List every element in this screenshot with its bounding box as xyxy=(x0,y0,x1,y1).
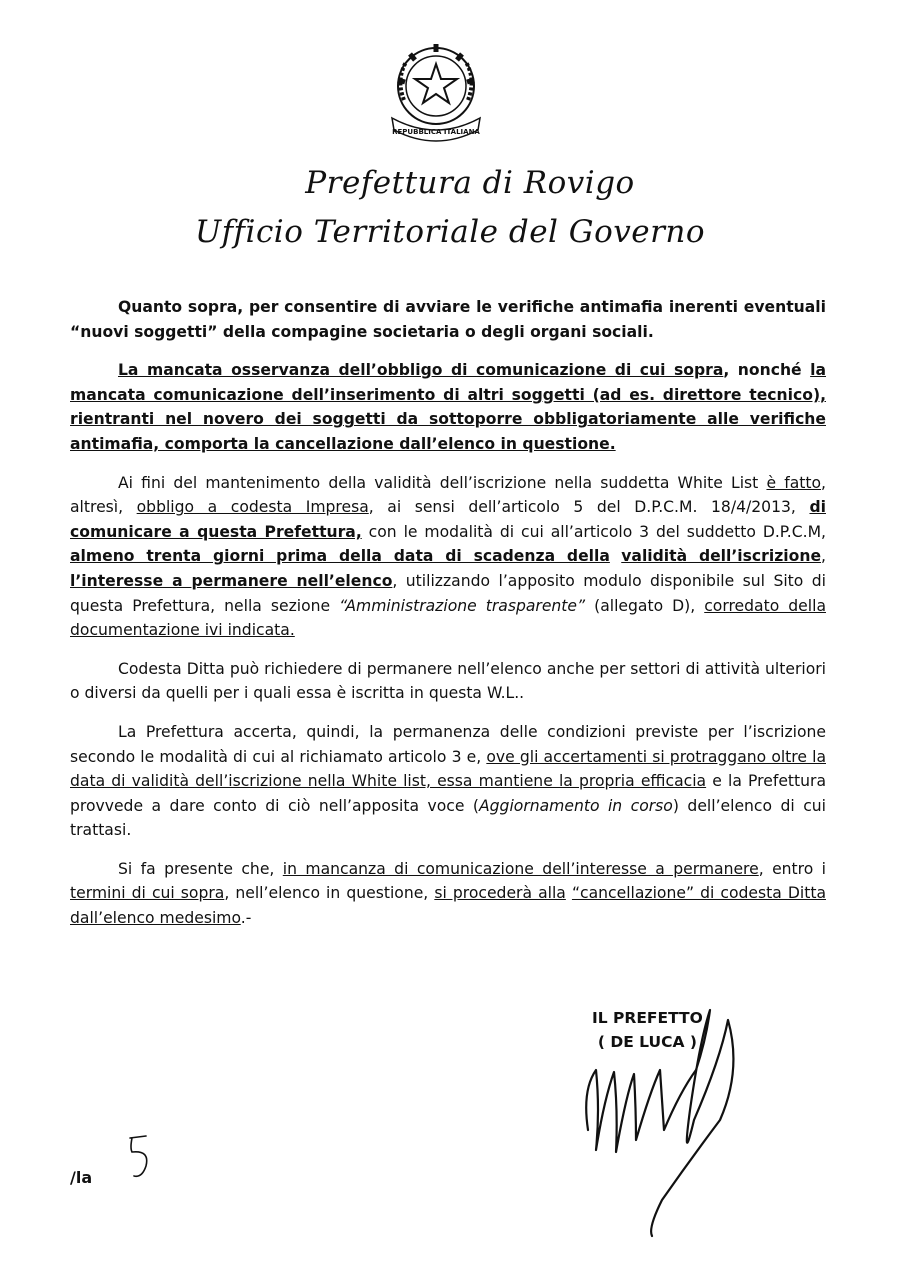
paragraph-4: Codesta Ditta può richiedere di permanere nell’elenco anche per settori di attività ulteriori o diversi da quelli per i quali essa è iscritta in questa W.L.. xyxy=(70,659,826,703)
header-prefettura: Prefettura di Rovigo xyxy=(305,165,635,201)
paragraph-6: Si fa presente che, in mancanza di comunicazione dell’interesse a permanere, entro i termini di cui sopra, nell’elenco in questione, si procederà alla “cancellazione” di codesta Ditta dall’elenco medesimo.- xyxy=(70,859,827,928)
signatory-title: IL PREFETTO xyxy=(592,1009,703,1027)
repubblica-italiana-emblem-icon xyxy=(382,40,490,148)
signatory-name: ( DE LUCA ) xyxy=(597,1033,697,1051)
handwritten-page-mark xyxy=(120,1132,160,1182)
letter-body xyxy=(70,295,826,945)
paragraph-5: La Prefettura accerta, quindi, la permanenza delle condizioni previste per l’iscrizione secondo le modalità di cui al richiamato articolo 3 e, ove gli accertamenti si protraggano oltre la data di validità dell’iscrizione nella White list, essa mantiene la propria efficacia e la Prefettura provvede a dare conto di ciò nell’apposita voce (Aggiornamento in corso) dell’elenco di cui trattasi. xyxy=(70,722,827,840)
signature-block xyxy=(592,1006,703,1054)
paragraph-1: Quanto sopra, per consentire di avviare le verifiche antimafia inerenti eventuali “nuovi soggetti” della compagine societaria o degli organi sociali. xyxy=(70,298,826,341)
paragraph-2: La mancata osservanza dell’obbligo di comunicazione di cui sopra, nonché la mancata comunicazione dell’inserimento di altri soggetti (ad es. direttore tecnico), rientranti nel novero dei soggetti da sottoporre obbligatoriamente alle verifiche antimafia, comporta la cancellazione dall’elenco in questione. xyxy=(70,361,826,453)
paragraph-3: Ai fini del mantenimento della validità dell’iscrizione nella suddetta White List è fatto, altresì, obbligo a codesta Impresa, ai sensi dell’articolo 5 del D.P.C.M. 18/4/2013, di comunicare a questa Prefettura, con le modalità di cui all’articolo 3 del suddetto D.P.C.M, almeno trenta giorni prima della data di scadenza della validità dell’iscrizione, l’interesse a permanere nell’elenco, utilizzando l’apposito modulo disponibile sul Sito di questa Prefettura, nella sezione “Amministrazione trasparente” (allegato D), corredato della documentazione ivi indicata. xyxy=(70,473,826,640)
header-ufficio: Ufficio Territoriale del Governo xyxy=(194,214,706,250)
emblem-ribbon-text: REPUBBLICA ITALIANA xyxy=(392,128,480,136)
typist-initials: /la xyxy=(70,1168,93,1187)
